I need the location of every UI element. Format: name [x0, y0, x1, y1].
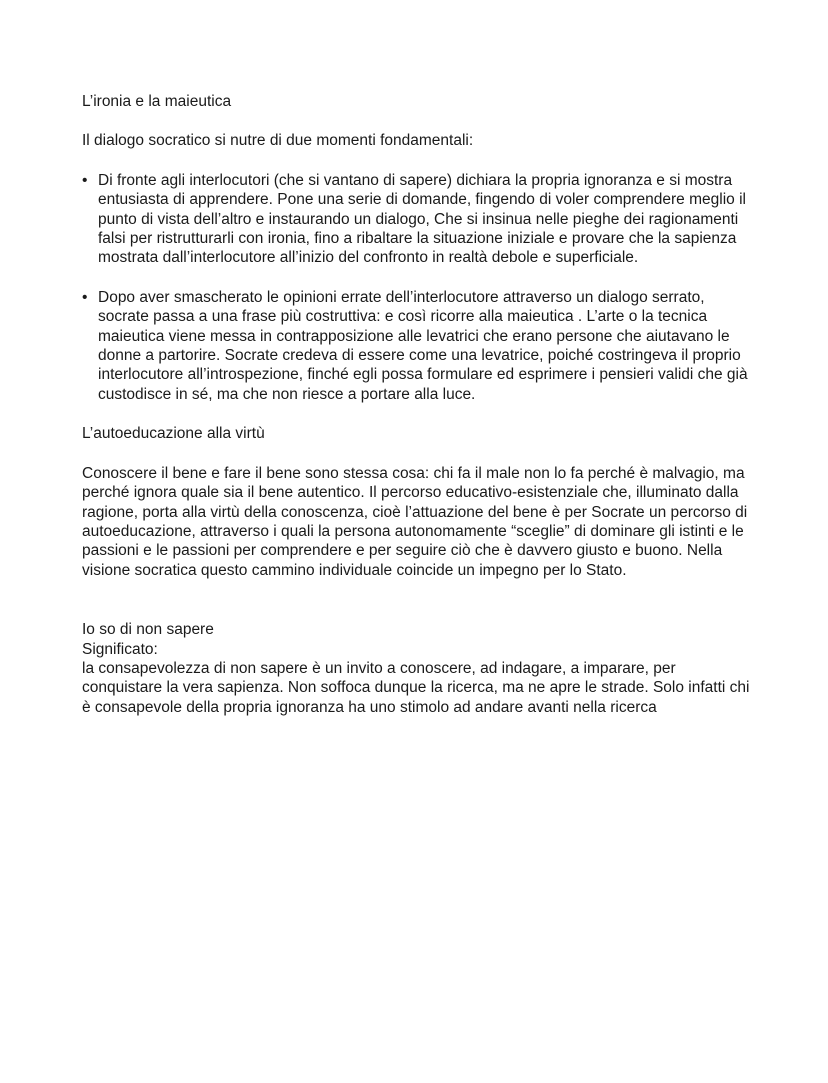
section-title-knowledge: Io so di non sapere: [82, 621, 214, 639]
knowledge-paragraph: la consapevolezza di non sapere è un invito a conoscere, ad indagare, a imparare, per conquistare la vera sapienza. Non soffoca dunque la ricerca, ma ne apre le strade. Solo infatti chi è consapevole della propria ignoranza ha uno stimolo ad andare avanti nella ricerca: [82, 659, 750, 716]
section-intro: Il dialogo socratico si nutre di due momenti fondamentali:: [82, 132, 474, 150]
list-item-text: Dopo aver smascherato le opinioni errate dell’interlocutore attraverso un dialogo serrato, socrate passa a una frase più costruttiva: e così ricorre alla maieutica . L’arte o la tecnica maieutica viene messa in contrapposizione alle levatrici che erano persone che aiutavano le donne a partorire. Socrate credeva di essere come una levatrice, poiché costringeva il proprio interlocutore all’introspezione, finché egli possa formulare ed esprimere i pensieri validi che già custodisce in sé, ma che non riesce a portare alla luce.: [98, 288, 748, 403]
knowledge-section: [82, 620, 752, 717]
section-title-virtue: L’autoeducazione alla virtù: [82, 425, 265, 443]
virtue-paragraph: Conoscere il bene e fare il bene sono stessa cosa: chi fa il male non lo fa perché è malvagio, ma perché ignora quale sia il bene autentico. Il percorso educativo-esistenziale che, illuminato dalla ragione, porta alla virtù della conoscenza, cioè l’attuazione del bene è per Socrate un percorso di autoeducazione, attraverso i quali la persona autonomamente “sceglie” di dominare gli istinti e le passioni e le passioni per comprendere e per seguire ciò che è davvero giusto e buono. Nella visione socratica questo cammino individuale coincide un impegno per lo Stato.: [82, 464, 748, 579]
bullet-list: [82, 171, 752, 404]
meaning-label: Significato:: [82, 640, 158, 658]
list-item-text: Di fronte agli interlocutori (che si vantano di sapere) dichiara la propria ignoranza e si mostra entusiasta di apprendere. Pone una serie di domande, fingendo di voler comprendere meglio il punto di vista dell’altro e instaurando un dialogo, Che si insinua nelle pieghe dei ragionamenti falsi per ristrutturarli con ironia, fino a ribaltare la situazione iniziale e provare che la sapienza mostrata dall’interlocutore all’inizio del confronto in realtà debole e superficiale.: [98, 171, 746, 267]
list-item: [82, 288, 752, 404]
document-page: [82, 92, 752, 717]
list-item: [82, 171, 752, 268]
bullet-icon: •: [82, 171, 88, 189]
section-title-irony: L’ironia e la maieutica: [82, 93, 232, 110]
bullet-icon: •: [82, 288, 88, 306]
